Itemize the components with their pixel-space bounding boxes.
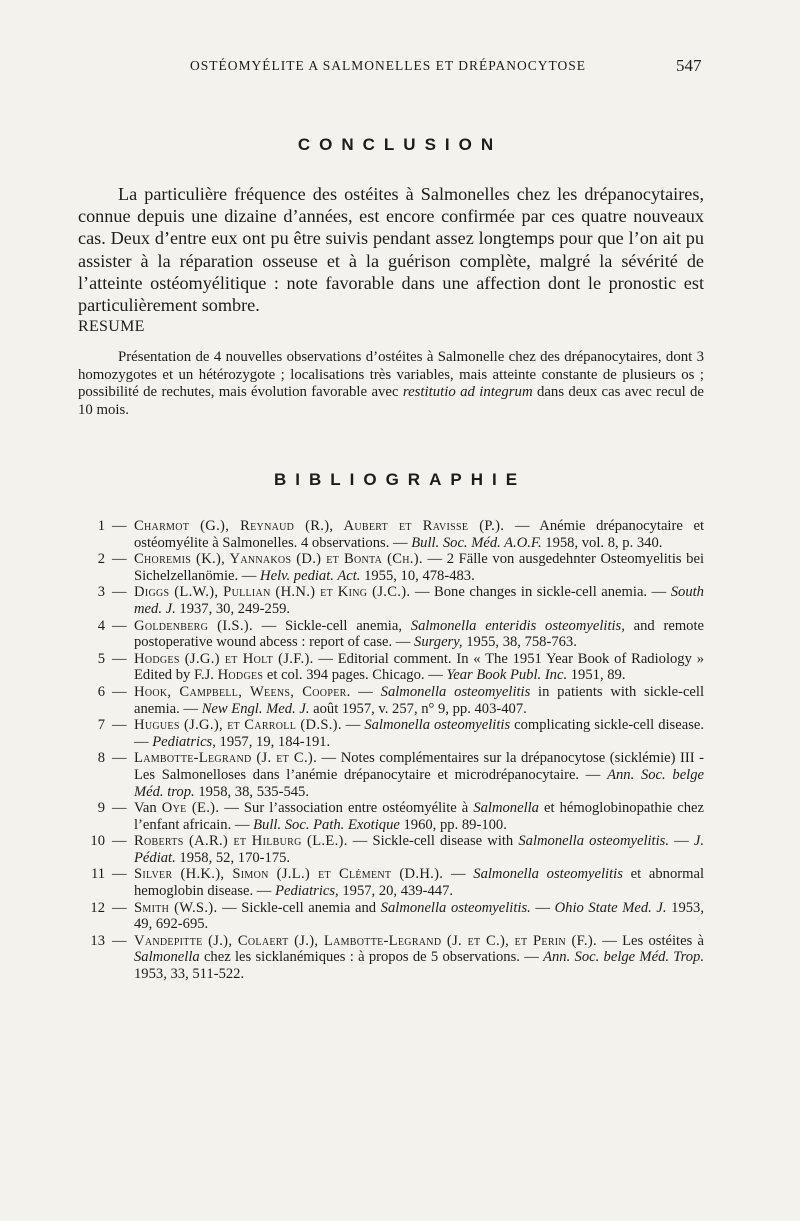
reference-author: Diggs (L.W.), Pullian (H.N.) et King (J.C.). xyxy=(134,584,411,601)
reference-italic: Ohio State Med. J. xyxy=(554,899,667,916)
reference-text xyxy=(134,800,704,833)
reference-segment: — 2 Fälle von ausgedehnter Osteomyelitis bei Sichelzellanömie. — xyxy=(134,551,705,584)
conclusion-heading: CONCLUSION xyxy=(297,135,503,154)
bibliography-entry xyxy=(78,651,704,684)
reference-author: Lambotte-Legrand (J. et C.). xyxy=(134,750,318,767)
reference-italic: Pediatrics, xyxy=(275,883,339,900)
reference-segment: et abnormal hemoglobin disease. — xyxy=(134,866,705,900)
reference-segment: 1958, vol. 8, p. 340. xyxy=(541,534,663,551)
reference-text xyxy=(134,651,704,684)
bibliography-entry xyxy=(78,750,704,800)
bibliography-entry xyxy=(78,800,704,833)
reference-segment: — Les ostéites à xyxy=(597,932,704,949)
reference-dash: — xyxy=(112,800,127,817)
reference-segment: — Sur l’association entre ostéomyélite à xyxy=(219,800,474,817)
reference-italic: Salmonella osteomyelitis xyxy=(380,683,531,700)
reference-author: Choremis (K.), Yannakos (D.) et Bonta (Ch.). xyxy=(134,551,423,568)
reference-dash: — xyxy=(112,899,127,916)
reference-italic: Bull. Soc. Méd. A.O.F. xyxy=(411,534,542,551)
bibliography-entry xyxy=(78,551,704,584)
resume-label: RESUME xyxy=(78,318,145,335)
reference-italic: Salmonella xyxy=(134,949,200,966)
reference-segment: in patients with sickle-cell anemia. — xyxy=(134,683,705,717)
reference-segment: complicating sickle-cell disease. — xyxy=(134,717,704,750)
reference-italic: Ann. Soc. belge Méd. trop. xyxy=(134,766,704,800)
reference-number: 13 xyxy=(90,932,105,949)
reference-italic: Salmonella enteridis osteomyelitis, xyxy=(410,617,625,634)
reference-author: Silver (H.K.), Simon (J.L.) et Clément (D.H.). xyxy=(134,866,444,883)
reference-number: 5 xyxy=(97,650,105,667)
reference-segment: — Sickle-cell anemia, xyxy=(252,617,411,634)
resume-text-end: dans deux cas avec recul de 10 mois. xyxy=(78,384,704,418)
reference-italic: Helv. pediat. Act. xyxy=(260,567,361,584)
reference-segment: 1955, 38, 758-763. xyxy=(462,634,577,651)
reference-dash: — xyxy=(112,833,127,850)
bibliography-entry xyxy=(78,900,704,933)
reference-italic: Salmonella xyxy=(473,800,539,817)
page-number: 547 xyxy=(676,56,702,75)
reference-author: Vandepitte (J.), Colaert (J.), Lambotte-Legrand (J. et C.), et Perin (F.). xyxy=(134,932,597,949)
reference-segment: 1957, 19, 184-191. xyxy=(215,733,331,750)
reference-italic: New Engl. Med. J. xyxy=(201,700,310,717)
reference-segment: 1937, 30, 249-259. xyxy=(175,600,291,617)
reference-segment: Van xyxy=(134,800,162,817)
reference-number: 9 xyxy=(97,800,105,817)
bibliography-entry xyxy=(78,866,704,899)
reference-dash: — xyxy=(112,617,127,634)
reference-italic: Bull. Soc. Path. Exotique xyxy=(253,816,400,833)
reference-author: Oye (E.). xyxy=(161,800,220,817)
conclusion-text: La particulière fréquence des ostéites à Salmonelles chez les drépanocytaires, connue depuis une dizaine d’années, est encore confirmée par ces quatre nouveaux cas. Deux d’entre eux ont pu être suivis pendant assez longtemps pour que l’on ait pu assister à la réparation osseuse et à la guérison complète, malgré la sévérité de l’atteinte ostéomyélitique : note favorable dans une affection dont le pronostic est particulièrement sombre. xyxy=(78,184,704,316)
reference-author: Hook, Campbell, Weens, Cooper. xyxy=(134,683,351,700)
reference-text xyxy=(134,584,704,617)
reference-italic: Salmonella osteomyelitis. xyxy=(380,899,531,916)
reference-segment: 1955, 10, 478-483. xyxy=(360,567,475,584)
reference-dash: — xyxy=(112,551,127,568)
reference-number: 12 xyxy=(90,899,105,916)
reference-dash: — xyxy=(112,750,127,767)
bibliography-entry xyxy=(78,833,704,866)
reference-segment: 1958, 52, 170-175. xyxy=(175,849,291,866)
reference-author: Roberts (A.R.) et Hilburg (L.E.). xyxy=(134,833,348,850)
reference-text xyxy=(134,551,704,584)
reference-dash: — xyxy=(112,584,127,601)
reference-number: 10 xyxy=(90,833,105,850)
reference-segment: — Bone changes in sickle-cell anemia. — xyxy=(410,584,671,601)
bibliography-heading: BIBLIOGRAPHIE xyxy=(273,470,527,489)
reference-segment: — Sickle-cell anemia and xyxy=(217,899,381,916)
reference-number: 8 xyxy=(97,750,105,767)
reference-italic: Salmonella osteomyelitis xyxy=(364,717,511,734)
reference-number: 4 xyxy=(97,617,105,634)
reference-number: 1 xyxy=(97,518,105,534)
reference-segment: — xyxy=(530,899,555,916)
bibliography-entry xyxy=(78,684,704,717)
reference-dash: — xyxy=(112,717,127,734)
bibliography-entry xyxy=(78,584,704,617)
reference-text xyxy=(134,684,704,717)
reference-author: Goldenberg (I.S.). xyxy=(134,617,253,634)
reference-text xyxy=(134,933,704,983)
conclusion-paragraph xyxy=(78,183,704,316)
reference-italic: Year Book Publ. Inc. xyxy=(446,667,568,684)
reference-italic: Ann. Soc. belge Méd. Trop. xyxy=(543,949,704,966)
reference-segment: 1960, pp. 89-100. xyxy=(399,816,507,833)
reference-segment: 1951, 89. xyxy=(567,667,626,684)
bibliography-entry xyxy=(78,933,704,983)
reference-segment: 1958, 38, 535-545. xyxy=(194,783,309,800)
bibliography-list xyxy=(78,518,704,983)
reference-segment: — Sickle-cell disease with xyxy=(347,833,519,850)
reference-text xyxy=(134,618,704,651)
reference-author: Hodges (J.G.) et Holt (J.F.). xyxy=(134,650,314,667)
reference-number: 7 xyxy=(97,717,105,734)
reference-text xyxy=(134,866,704,899)
reference-dash: — xyxy=(112,683,127,700)
reference-segment: août 1957, v. 257, n° 9, pp. 403-407. xyxy=(309,700,527,717)
reference-segment: et hémoglobinopathie chez l’enfant africain. — xyxy=(134,800,705,833)
bibliography-entry xyxy=(78,518,704,551)
resume-text: Présentation de 4 nouvelles observations d’ostéites à Salmonelle chez des drépanocytaires, dont 3 homozygotes et un hétérozygote ; localisations très variables, mais atteinte constante de plusieurs os ; possibilité de rechutes, mais évolution favorable avec xyxy=(78,349,704,401)
reference-segment: chez les sicklanémiques : à propos de 5 observations. — xyxy=(199,949,544,966)
reference-segment: — Notes complémentaires sur la drépanocytose (sicklémie) III - Les Salmonelloses dans l’anémie drépanocytaire et microdrépanocytaire. — xyxy=(134,750,704,783)
reference-dash: — xyxy=(112,866,127,883)
bibliography-entry xyxy=(78,717,704,750)
bibliography-entry xyxy=(78,618,704,651)
reference-dash: — xyxy=(112,650,127,667)
reference-text xyxy=(134,717,704,750)
reference-segment: 1953, 49, 692-695. xyxy=(134,899,704,933)
reference-segment: — xyxy=(669,833,694,850)
reference-segment: 1953, 33, 511-522. xyxy=(134,966,245,983)
reference-author: Charmot (G.), Reynaud (R.), Aubert et Ravisse (P.). xyxy=(134,518,505,534)
reference-text xyxy=(134,833,704,866)
reference-segment: and remote postoperative wound abcess : report of case. — xyxy=(134,617,705,651)
reference-number: 6 xyxy=(97,683,105,700)
reference-segment: — Anémie drépanocytaire et ostéomyélite à Salmonelles. 4 observations. — xyxy=(134,518,705,551)
running-head: OSTÉOMYÉLITE A SALMONELLES ET DRÉPANOCYTOSE xyxy=(190,58,587,73)
reference-segment: — Editorial comment. In « The 1951 Year Book of Radiology » Edited by F.J. xyxy=(134,650,704,684)
reference-segment: et col. 394 pages. Chicago. — xyxy=(263,667,447,684)
reference-author: Hodges xyxy=(217,667,264,684)
reference-segment: — xyxy=(341,717,365,734)
reference-segment: 1957, 20, 439-447. xyxy=(338,883,454,900)
reference-italic: South med. J. xyxy=(134,584,704,617)
reference-dash: — xyxy=(112,932,127,949)
reference-italic: Surgery, xyxy=(414,634,463,651)
reference-italic: Pediatrics, xyxy=(152,733,216,750)
reference-dash: — xyxy=(112,518,127,534)
reference-text xyxy=(134,900,704,933)
reference-number: 11 xyxy=(90,866,105,883)
reference-number: 3 xyxy=(97,584,105,601)
reference-author: Hugues (J.G.), et Carroll (D.S.). xyxy=(134,717,342,734)
reference-italic: Salmonella osteomyelitis. xyxy=(518,833,669,850)
reference-segment: — xyxy=(443,866,474,883)
reference-italic: Salmonella osteomyelitis xyxy=(473,866,623,883)
reference-segment: — xyxy=(350,683,381,700)
reference-author: Smith (W.S.). xyxy=(134,899,218,916)
resume-paragraph xyxy=(78,349,704,419)
reference-italic: J. Pédiat. xyxy=(134,833,704,866)
reference-number: 2 xyxy=(97,551,105,568)
reference-text xyxy=(134,750,704,800)
resume-italic: restitutio ad integrum xyxy=(402,384,533,401)
reference-text xyxy=(134,518,704,551)
